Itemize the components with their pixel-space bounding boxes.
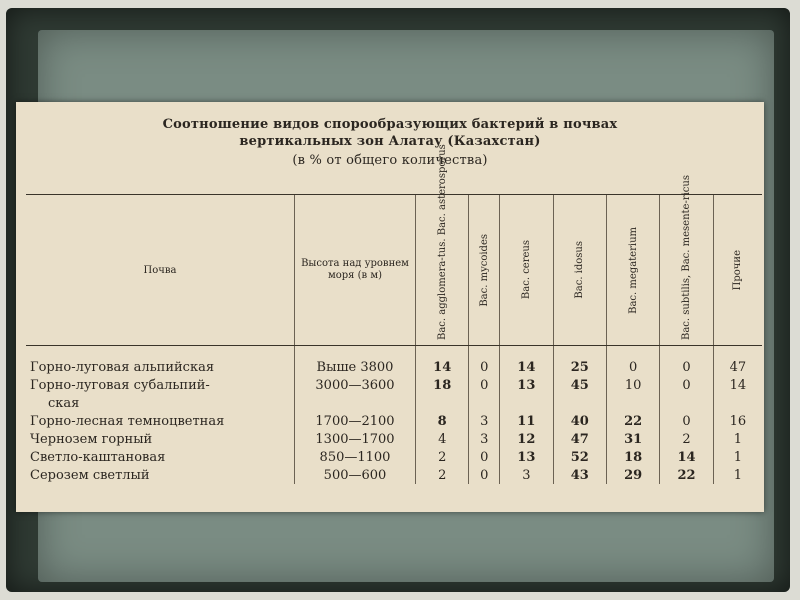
- value-cell: 2: [416, 448, 469, 466]
- soil-name: Серозем светлый: [30, 467, 150, 483]
- header-col-7-label: Прочие: [732, 249, 744, 291]
- value-cell: 16: [713, 412, 762, 430]
- value-cell: 40: [553, 412, 606, 430]
- value-cell: 2: [660, 430, 713, 448]
- table-row: [26, 448, 762, 466]
- value-cell: 14: [500, 358, 553, 376]
- value-cell: 22: [606, 412, 659, 430]
- value-cell: 52: [553, 448, 606, 466]
- header-col-5: [606, 195, 659, 346]
- header-col-3: [500, 195, 553, 346]
- header-col-2-label: Bac. mycoides: [478, 233, 490, 307]
- altitude-value: 1300—1700: [295, 430, 416, 448]
- soil-name: Горно-луговая субальпий-: [30, 377, 210, 393]
- soil-name: Горно-лесная темноцветная: [30, 413, 225, 429]
- header-col-3-label: Bac. cereus: [520, 240, 532, 300]
- header-col-1-label: Bac. agglomera-tus. Bac. asterosporus: [436, 144, 448, 340]
- value-cell: 3: [469, 412, 500, 430]
- table-row-continuation: [26, 394, 762, 412]
- header-col-1: [416, 144, 469, 346]
- value-cell: 0: [660, 358, 713, 376]
- value-cell: 1: [713, 466, 762, 484]
- table-title: [16, 116, 764, 169]
- altitude-value: 850—1100: [295, 448, 416, 466]
- value-cell: 4: [416, 430, 469, 448]
- table-row: [26, 358, 762, 376]
- value-cell: 13: [500, 376, 553, 394]
- value-cell: 0: [660, 376, 713, 394]
- value-cell: 45: [553, 376, 606, 394]
- value-cell: 0: [469, 448, 500, 466]
- value-cell: 18: [416, 376, 469, 394]
- value-cell: 13: [500, 448, 553, 466]
- soil-name-continuation: ская: [48, 395, 80, 411]
- value-cell: 3: [469, 430, 500, 448]
- header-col-6-label: Bac. subtilis, Bac. mesente-ricus: [681, 175, 693, 340]
- header-col-5-label: Bac. megaterium: [627, 226, 639, 314]
- header-col-6: [660, 175, 713, 346]
- soil-name: Светло-каштановая: [30, 449, 166, 465]
- value-cell: 12: [500, 430, 553, 448]
- header-col-4-label: Bac. idosus: [574, 241, 586, 299]
- value-cell: 1: [713, 448, 762, 466]
- altitude-value: 3000—3600: [295, 376, 416, 394]
- table-row: [26, 466, 762, 484]
- value-cell: 43: [553, 466, 606, 484]
- header-altitude: Высота над уровнем моря (в м): [295, 195, 416, 346]
- table-row: [26, 412, 762, 430]
- value-cell: 0: [469, 376, 500, 394]
- value-cell: 47: [553, 430, 606, 448]
- value-cell: 0: [660, 412, 713, 430]
- title-line-2: вертикальных зон Алатау (Казахстан): [239, 134, 541, 149]
- value-cell: 25: [553, 358, 606, 376]
- value-cell: 18: [606, 448, 659, 466]
- value-cell: 11: [500, 412, 553, 430]
- value-cell: 0: [469, 466, 500, 484]
- value-cell: 0: [606, 358, 659, 376]
- header-soil: Почва: [26, 195, 295, 346]
- value-cell: 14: [416, 358, 469, 376]
- table-row: [26, 376, 762, 394]
- table-row: [26, 430, 762, 448]
- value-cell: 2: [416, 466, 469, 484]
- value-cell: 8: [416, 412, 469, 430]
- value-cell: 1: [713, 430, 762, 448]
- scanned-page: [16, 102, 764, 512]
- title-line-3: (в % от общего количества): [292, 153, 488, 168]
- soil-name: Горно-луговая альпийская: [30, 359, 215, 375]
- altitude-value: Выше 3800: [295, 358, 416, 376]
- value-cell: 14: [660, 448, 713, 466]
- header-col-4: [553, 195, 606, 346]
- header-col-7: [713, 195, 762, 346]
- value-cell: 29: [606, 466, 659, 484]
- value-cell: 10: [606, 376, 659, 394]
- header-col-2: [469, 195, 500, 346]
- value-cell: 14: [713, 376, 762, 394]
- title-line-1: Соотношение видов спорообразующих бактерий в почвах: [162, 117, 618, 132]
- altitude-value: 1700—2100: [295, 412, 416, 430]
- header-row: [26, 195, 762, 346]
- value-cell: 0: [469, 358, 500, 376]
- value-cell: 22: [660, 466, 713, 484]
- altitude-value: 500—600: [295, 466, 416, 484]
- value-cell: 31: [606, 430, 659, 448]
- value-cell: 47: [713, 358, 762, 376]
- soil-name: Чернозем горный: [30, 431, 153, 447]
- value-cell: 3: [500, 466, 553, 484]
